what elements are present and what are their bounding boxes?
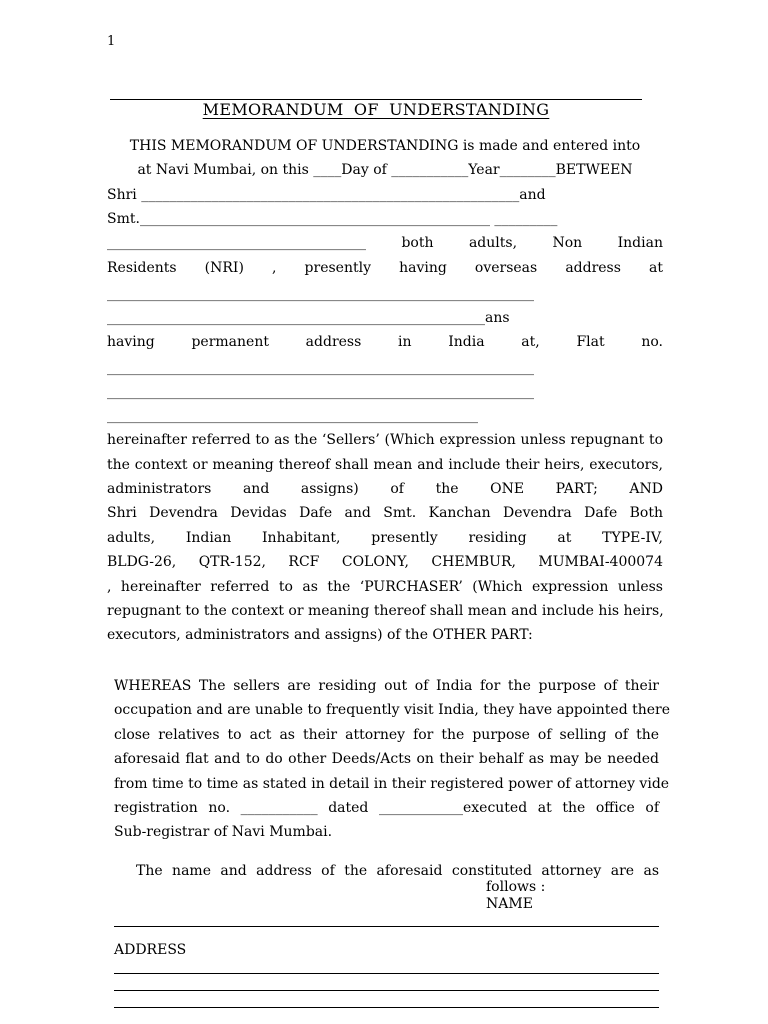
whereas-line: occupation and are unable to frequently visit India, they have appointed there: [114, 702, 671, 718]
intro-line: _____________________________________ both adults, Non Indian: [107, 235, 663, 251]
whereas-line: Sub-registrar of Navi Mumbai.: [114, 824, 333, 840]
intro-line: having permanent address in India at, Flat no.: [107, 334, 663, 350]
intro-line: Shri Devendra Devidas Dafe and Smt. Kanchan Devendra Dafe Both: [107, 505, 663, 521]
intro-line: hereinafter referred to as the ‘Sellers’ (Which expression unless repugnant to: [107, 432, 663, 448]
intro-line: BLDG-26, QTR-152, RCF COLONY, CHEMBUR, MUMBAI-400074: [107, 554, 663, 570]
intro-line: executors, administrators and assigns) of the OTHER PART:: [107, 627, 533, 643]
intro-line: _____________________________________________________________: [107, 286, 534, 302]
name-label: NAME: [486, 896, 533, 912]
attorney-line: The name and address of the aforesaid constituted attorney are as: [136, 863, 659, 879]
whereas-line: registration no. ___________ dated ____________executed at the office of: [114, 800, 659, 816]
whereas-line: from time to time as stated in detail in their registered power of attorney vide: [114, 776, 670, 792]
intro-line: at Navi Mumbai, on this ____Day of ___________Year________BETWEEN: [137, 162, 633, 178]
address-label: ADDRESS: [114, 942, 187, 958]
address-blank-line: [114, 990, 659, 991]
whereas-line: aforesaid flat and to do other Deeds/Acts on their behalf as may be needed: [114, 751, 659, 767]
intro-line: Shri ______________________________________________________and: [107, 187, 546, 203]
intro-line: _____________________________________________________________: [107, 360, 534, 376]
intro-line: , hereinafter referred to as the ‘PURCHASER’ (Which expression unless: [107, 579, 663, 595]
address-blank-line: [114, 1007, 659, 1008]
intro-line: repugnant to the context or meaning thereof shall mean and include his heirs,: [107, 603, 664, 619]
whereas-line: close relatives to act as their attorney for the purpose of selling of the: [114, 727, 659, 743]
intro-line: _____________________________________________________: [107, 408, 478, 424]
intro-line: THIS MEMORANDUM OF UNDERSTANDING is made and entered into: [129, 138, 641, 154]
document-title: MEMORANDUM OF UNDERSTANDING: [202, 100, 550, 119]
page-number: 1: [107, 34, 116, 49]
address-blank-line: [114, 973, 659, 974]
name-blank-line: [114, 926, 659, 927]
intro-line: Residents (NRI) , presently having overseas address at: [107, 260, 663, 276]
attorney-follows: follows :: [486, 879, 546, 895]
intro-line: adults, Indian Inhabitant, presently residing at TYPE-IV,: [107, 530, 663, 546]
intro-line: administrators and assigns) of the ONE PART; AND: [107, 481, 663, 497]
intro-line: Smt.__________________________________________________ _________: [107, 211, 558, 227]
intro-line: the context or meaning thereof shall mean and include their heirs, executors,: [107, 457, 663, 473]
whereas-line: WHEREAS The sellers are residing out of India for the purpose of their: [114, 678, 659, 694]
intro-line: ______________________________________________________ans: [107, 310, 510, 326]
intro-line: _____________________________________________________________: [107, 384, 534, 400]
